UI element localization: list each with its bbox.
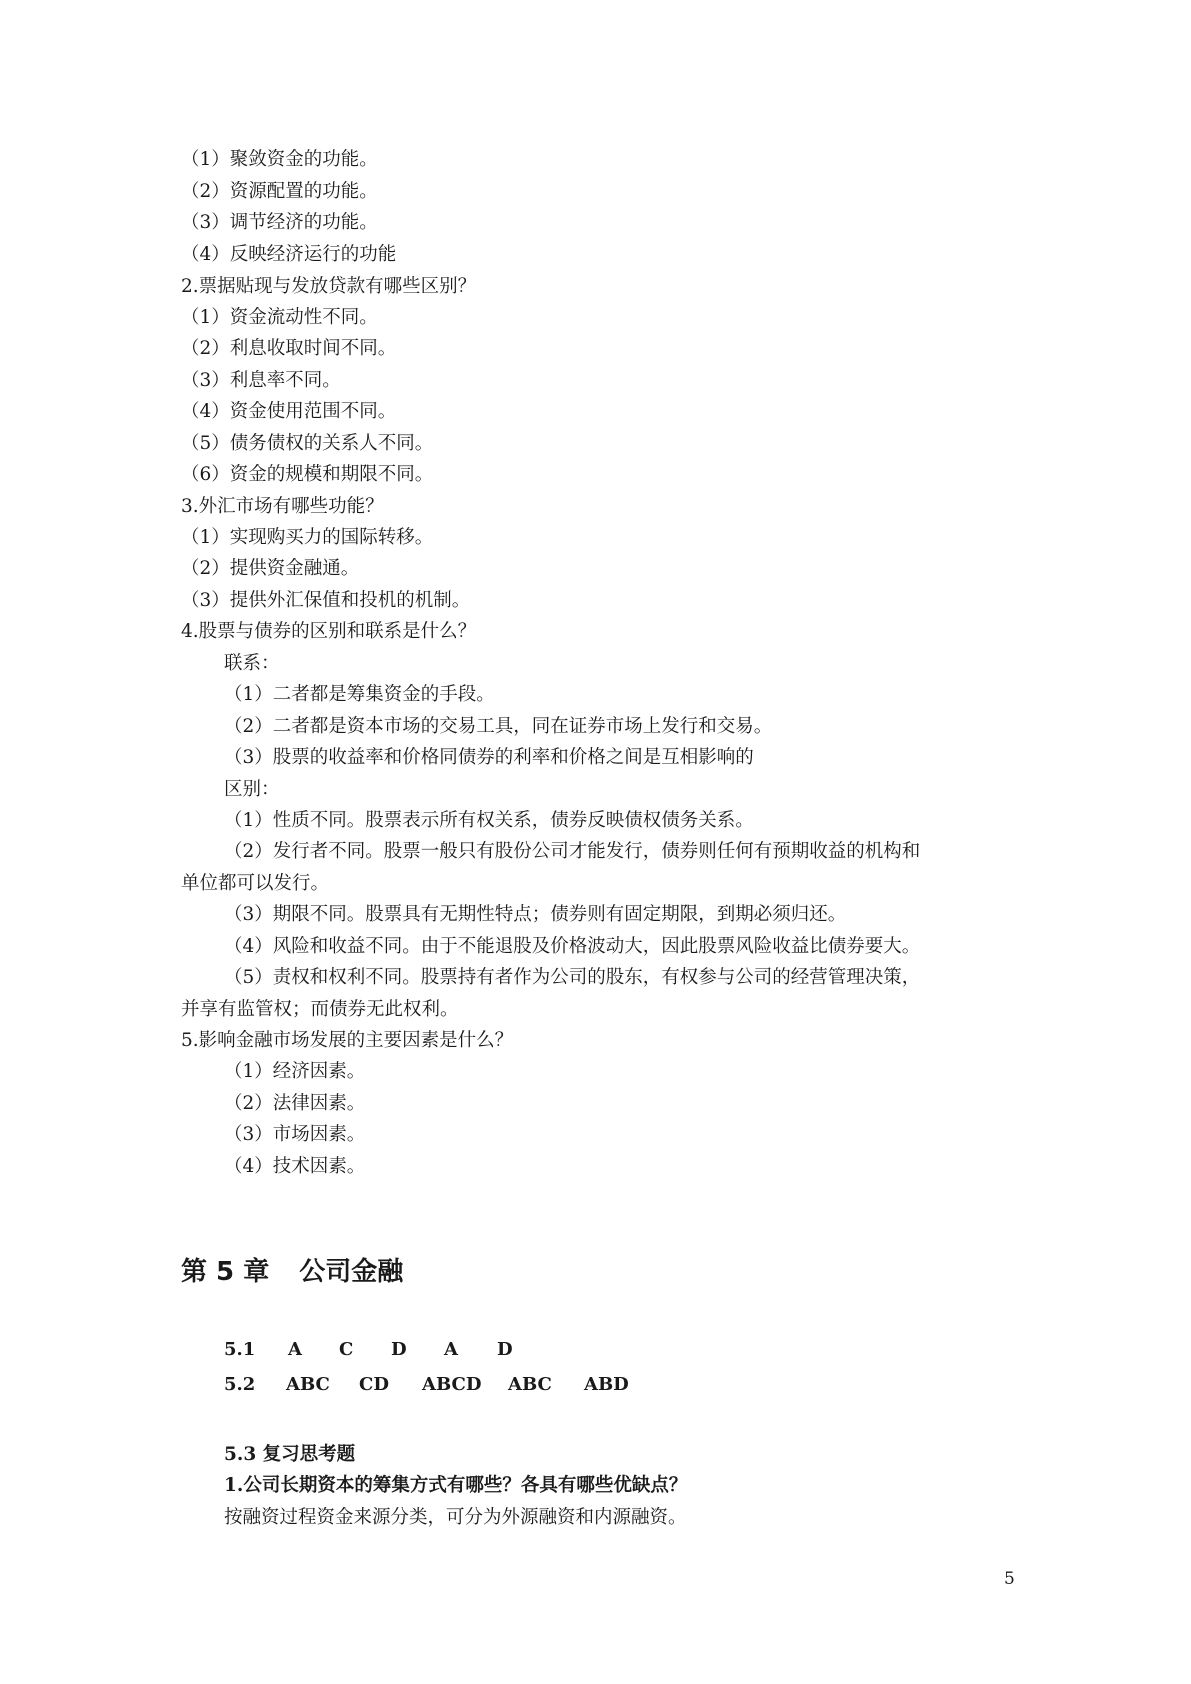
question-heading: 3.外汇市场有哪些功能？ (181, 496, 384, 517)
page-number: 5 (1004, 1569, 1015, 1589)
text-line: （2）利息收取时间不同。 (181, 338, 397, 359)
answer-cell: D (497, 1339, 513, 1360)
text-line: （1）经济因素。 (224, 1061, 366, 1082)
text-line: （3）市场因素。 (224, 1124, 366, 1145)
text-line: （1）性质不同。股票表示所有权关系，债券反映债权债务关系。 (224, 810, 754, 831)
answer-label: 5.2 (224, 1374, 256, 1395)
section-answer: 按融资过程资金来源分类，可分为外源融资和内源融资。 (224, 1507, 687, 1528)
answer-label: 5.1 (224, 1339, 256, 1360)
text-line: （3）期限不同。股票具有无期性特点；债券则有固定期限，到期必须归还。 (224, 904, 847, 925)
text-line: （3）调节经济的功能。 (181, 212, 378, 233)
answer-cell: A (444, 1339, 458, 1360)
answer-cell: CD (359, 1374, 389, 1395)
answer-cell: ABD (584, 1374, 629, 1395)
answer-cell: C (339, 1339, 354, 1360)
answer-cell: A (288, 1339, 302, 1360)
subheading: 区别： (224, 779, 280, 800)
text-line: （2）法律因素。 (224, 1093, 366, 1114)
text-line: （1）实现购买力的国际转移。 (181, 527, 434, 548)
answer-cell: D (391, 1339, 407, 1360)
text-line: （2）发行者不同。股票一般只有股份公司才能发行，债券则任何有预期收益的机构和 (224, 841, 921, 862)
text-line: （3）提供外汇保值和投机的机制。 (181, 590, 471, 611)
text-line: 并享有监管权；而债券无此权利。 (181, 999, 459, 1020)
answer-cell: ABC (508, 1374, 552, 1395)
question-heading: 5.影响金融市场发展的主要因素是什么？ (181, 1030, 514, 1051)
answer-cell: ABCD (422, 1374, 482, 1395)
text-line: （1）资金流动性不同。 (181, 307, 378, 328)
answer-cell: ABC (286, 1374, 330, 1395)
chapter-number: 第 5 章 (181, 1257, 270, 1287)
text-line: （4）技术因素。 (224, 1156, 366, 1177)
text-line: （6）资金的规模和期限不同。 (181, 464, 434, 485)
text-line: （1）二者都是筹集资金的手段。 (224, 684, 495, 705)
text-line: （5）责权和权利不同。股票持有者作为公司的股东，有权参与公司的经营管理决策， (224, 967, 921, 988)
text-line: （3）股票的收益率和价格同债券的利率和价格之间是互相影响的 (224, 747, 754, 768)
text-line: （4）资金使用范围不同。 (181, 401, 397, 422)
chapter-title: 公司金融 (299, 1257, 404, 1287)
chapter-heading (181, 1255, 403, 1289)
text-line: （1）聚敛资金的功能。 (181, 149, 378, 170)
text-line: （2）提供资金融通。 (181, 558, 360, 579)
question-heading: 2.票据贴现与发放贷款有哪些区别？ (181, 276, 477, 297)
section-heading: 5.3 复习思考题 (224, 1444, 356, 1465)
section-question: 1.公司长期资本的筹集方式有哪些？各具有哪些优缺点？ (224, 1475, 688, 1496)
text-line: （2）二者都是资本市场的交易工具，同在证券市场上发行和交易。 (224, 716, 773, 737)
text-line: （2）资源配置的功能。 (181, 181, 378, 202)
text-line: （4）反映经济运行的功能 (181, 244, 397, 265)
text-line: 单位都可以发行。 (181, 873, 330, 894)
question-heading: 4.股票与债券的区别和联系是什么？ (181, 621, 477, 642)
text-line: （4）风险和收益不同。由于不能退股及价格波动大，因此股票风险收益比债券要大。 (224, 936, 921, 957)
text-line: （3）利息率不同。 (181, 370, 341, 391)
subheading: 联系： (224, 653, 280, 674)
text-line: （5）债务债权的关系人不同。 (181, 433, 434, 454)
